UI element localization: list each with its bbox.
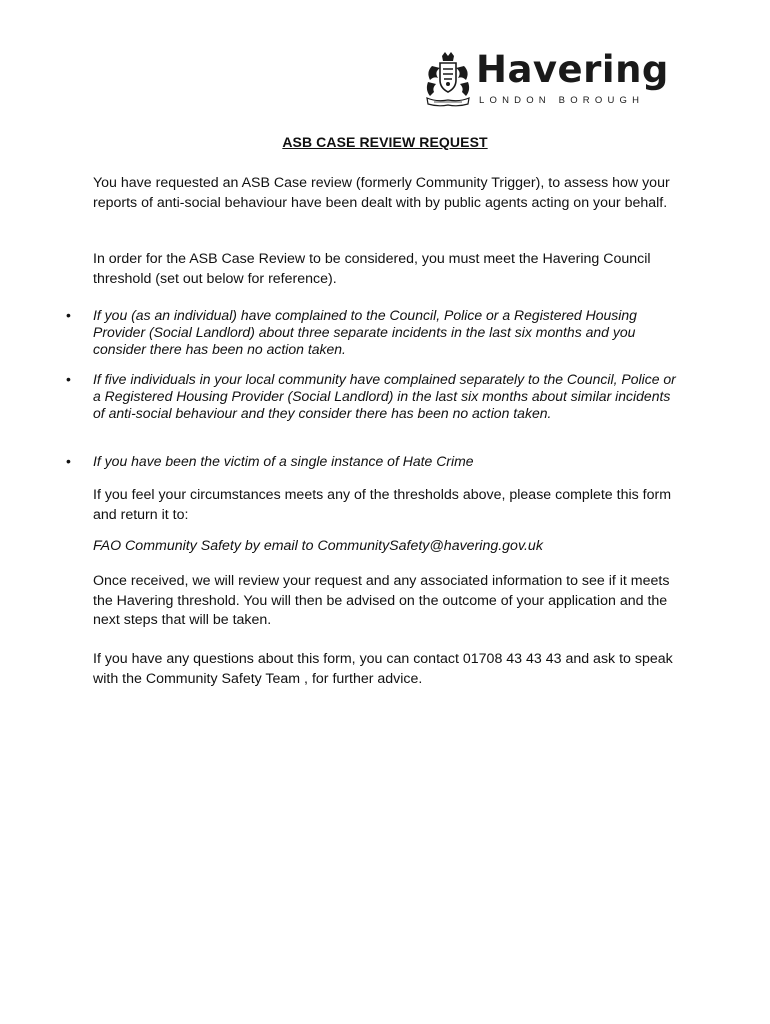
questions-paragraph: If you have any questions about this form, you can contact 01708 43 43 43 and ask to speak with the Community Safety Team , for further advice.: [93, 651, 673, 687]
bullet-text: If you (as an individual) have complained to the Council, Police or a Registered Housing Provider (Social Landlord) about three separate incidents in the last six months and you consider there has been no action taken.: [93, 307, 637, 357]
threshold-intro-paragraph: In order for the ASB Case Review to be considered, you must meet the Havering Council threshold (set out below for reference).: [93, 251, 651, 287]
logo-subtitle: LONDON BOROUGH: [479, 95, 645, 106]
document-title: ASB CASE REVIEW REQUEST: [282, 134, 488, 150]
bullet-text: If you have been the victim of a single instance of Hate Crime: [93, 453, 474, 469]
havering-logo: [424, 48, 674, 110]
bullet-dot-icon: •: [66, 453, 71, 469]
intro-paragraph: You have requested an ASB Case review (formerly Community Trigger), to assess how your reports of anti-social behaviour have been dealt with by public agents acting on your behalf.: [93, 175, 670, 211]
once-received-paragraph: Once received, we will review your request and any associated information to see if it meets the Havering threshold. You will then be advised on the outcome of your application and the next steps that will be taken.: [93, 573, 670, 628]
logo-wordmark: Havering: [476, 48, 669, 91]
bullet-dot-icon: •: [66, 307, 71, 323]
bullet-text: If five individuals in your local community have complained separately to the Council, Police or a Registered Housing Provider (Social Landlord) in the last six months about similar incidents of anti-social behaviour and they consider there has been no action taken.: [93, 371, 676, 421]
bullet-dot-icon: •: [66, 371, 71, 387]
complete-instruction-paragraph: If you feel your circumstances meets any of the thresholds above, please complete this form and return it to:: [93, 487, 672, 523]
borough-crest-icon: [424, 52, 472, 108]
fao-email-line: FAO Community Safety by email to CommunitySafety@havering.gov.uk: [93, 538, 543, 554]
